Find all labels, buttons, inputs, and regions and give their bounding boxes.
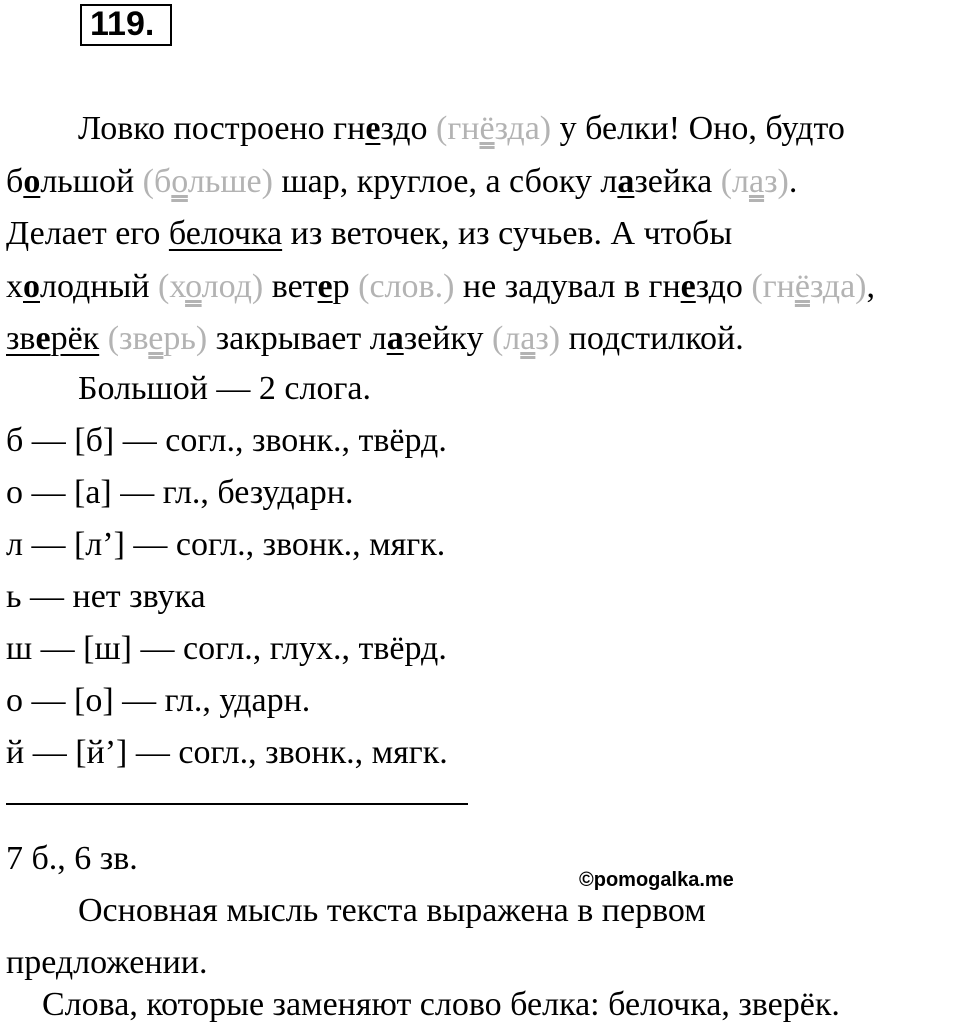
check-word: (лаз) <box>491 320 561 357</box>
text-line-5: зверёк (зверь) закрывает лазейку (лаз) подстилкой. <box>6 320 744 357</box>
underlined-word: белочка <box>168 215 283 252</box>
main-idea-line-2: предложении. <box>6 944 208 981</box>
analysis-row: б — [б] — согл., звонк., твёрд. <box>6 422 447 459</box>
stressed-vowel: о <box>23 268 40 305</box>
text-line-1: Ловко построено гнездо (гнёзда) у белки! Оно, будто <box>78 110 845 147</box>
check-word: (гнёзда) <box>436 110 552 147</box>
stressed-vowel: е <box>317 268 333 305</box>
check-word: (зверь) <box>107 320 208 357</box>
dictionary-note: (слов.) <box>358 268 455 305</box>
stressed-vowel: е <box>680 268 696 305</box>
analysis-row: о — [а] — гл., безударн. <box>6 474 354 511</box>
text-line-4: холодный (холод) ветер (слов.) не задувал в гнездо (гнёзда), <box>6 268 875 305</box>
check-word: (лаз) <box>720 163 789 200</box>
watermark: ©pomogalka.me <box>579 869 734 891</box>
check-word: (гнёзда) <box>751 268 867 305</box>
stressed-vowel: е <box>365 110 381 147</box>
text-line-2: большой (больше) шар, круглое, а сбоку лазейка (лаз). <box>6 163 798 200</box>
analysis-heading: Большой — 2 слога. <box>78 370 372 407</box>
stressed-vowel: о <box>23 163 41 200</box>
underlined-word: зверёк <box>6 320 100 357</box>
divider-line <box>6 803 468 805</box>
analysis-row: о — [о] — гл., ударн. <box>6 682 311 719</box>
synonyms-line: Слова, которые заменяют слово белка: белочка, зверёк. <box>42 986 840 1023</box>
check-word: (больше) <box>142 163 273 200</box>
check-word: (холод) <box>158 268 264 305</box>
analysis-row: ь — нет звука <box>6 578 206 615</box>
analysis-row: ш — [ш] — согл., глух., твёрд. <box>6 630 447 667</box>
analysis-row: л — [л’] — согл., звонк., мягк. <box>6 526 446 563</box>
stressed-vowel: а <box>386 320 404 357</box>
main-idea-line-1: Основная мысль текста выражена в первом <box>78 892 706 929</box>
stressed-vowel: а <box>617 163 635 200</box>
sound-count: 7 б., 6 зв. <box>6 840 138 877</box>
exercise-number: 119. <box>80 4 172 46</box>
text-line-3: Делает его белочка из веточек, из сучьев. А чтобы <box>6 215 733 252</box>
analysis-row: й — [й’] — согл., звонк., мягк. <box>6 734 448 771</box>
